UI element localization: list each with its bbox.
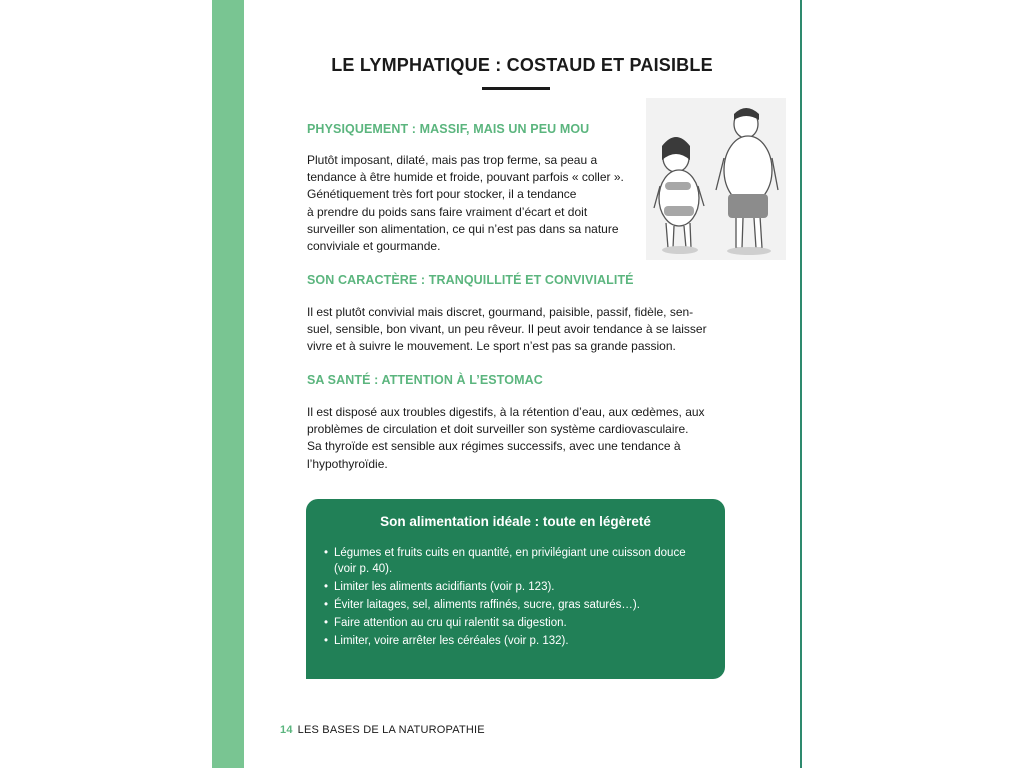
text-line: Il est disposé aux troubles digestifs, à la rétention d’eau, aux œdèmes, aux [307, 405, 705, 419]
page-footer [280, 724, 485, 736]
text-line: à prendre du poids sans faire vraiment d’écart et doit [307, 204, 588, 219]
text-line: Plutôt imposant, dilaté, mais pas trop ferme, sa peau a [307, 153, 598, 167]
diet-box [306, 499, 725, 679]
section-heading-sante: SA SANTÉ : ATTENTION À L’ESTOMAC [307, 373, 543, 387]
text-line: vivre et à suivre le mouvement. Le sport n’est pas sa grande passion. [307, 339, 676, 354]
lymphatic-couple-illustration [646, 98, 786, 260]
text-line: l’hypothyroïdie. [307, 456, 388, 471]
diet-list-item: • Éviter laitages, sel, aliments raffinés, sucre, gras saturés…). [324, 597, 704, 613]
text-line: Il est plutôt convivial mais discret, gourmand, paisible, passif, fidèle, sen- [307, 305, 694, 319]
text-line: conviviale et gourmande. [307, 239, 441, 254]
text-line: Sa thyroïde est sensible aux régimes successifs, avec une tendance à [307, 439, 681, 454]
section-text-caractere [307, 304, 737, 356]
text-line: problèmes de circulation et doit surveiller son système cardiovasculaire. [307, 422, 689, 437]
text-line: tendance à être humide et froide, pouvant parfois « coller ». [307, 170, 624, 185]
diet-list-item: • Limiter les aliments acidifiants (voir p. 123). [324, 579, 704, 595]
diet-list-item: • Limiter, voire arrêter les céréales (voir p. 132). [324, 633, 704, 649]
book-title: LES BASES DE LA NATUROPATHIE [297, 724, 485, 736]
diet-list-item: • Légumes et fruits cuits en quantité, en privilégiant une cuisson douce (voir p. 40). [324, 545, 704, 577]
page-title: LE LYMPHATIQUE : COSTAUD ET PAISIBLE [331, 55, 713, 75]
section-text-physique [307, 152, 647, 255]
diet-list-item: • Faire attention au cru qui ralentit sa digestion. [324, 615, 704, 631]
diet-list [324, 545, 704, 651]
page-side-band [212, 0, 244, 768]
section-text-sante [307, 404, 737, 473]
section-heading-physique: PHYSIQUEMENT : MASSIF, MAIS UN PEU MOU [307, 122, 590, 136]
text-line: suel, sensible, bon vivant, un peu rêveur. Il peut avoir tendance à se laisser [307, 322, 707, 337]
title-underline [482, 87, 550, 90]
page-number: 14 [280, 724, 293, 736]
diet-box-title: Son alimentation idéale : toute en légèreté [380, 514, 651, 529]
text-line: Génétiquement très fort pour stocker, il a tendance [307, 187, 577, 202]
section-heading-caractere: SON CARACTÈRE : TRANQUILLITÉ ET CONVIVIALITÉ [307, 273, 634, 287]
text-line: surveiller son alimentation, ce qui n’est pas dans sa nature [307, 221, 619, 236]
